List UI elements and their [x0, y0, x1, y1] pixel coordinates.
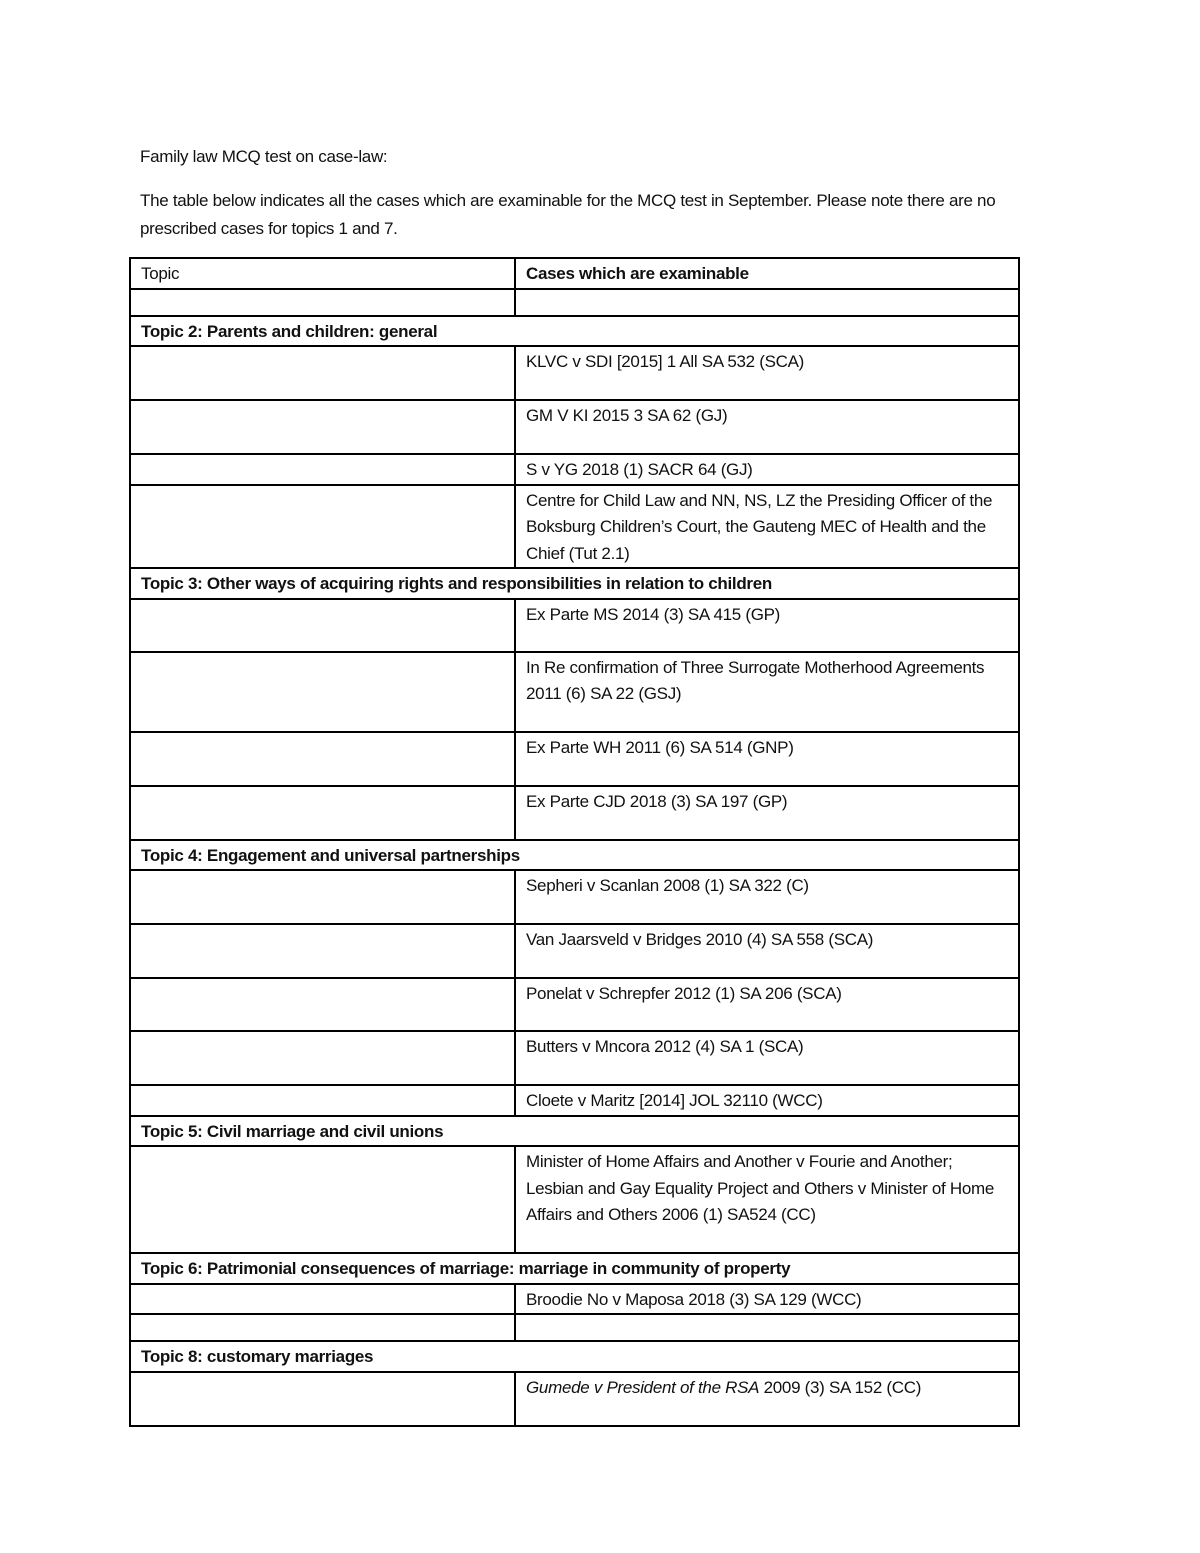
topic-cell — [130, 346, 515, 400]
empty-row — [130, 289, 1019, 316]
case-cell — [515, 1372, 1019, 1426]
case-cell: Ex Parte CJD 2018 (3) SA 197 (GP) — [515, 786, 1019, 840]
header-row — [130, 258, 1019, 289]
case-cell: Ex Parte WH 2011 (6) SA 514 (GNP) — [515, 732, 1019, 786]
topic-cell — [130, 870, 515, 924]
case-row — [130, 652, 1019, 732]
topic-cell — [130, 1146, 515, 1253]
topic-heading-row — [130, 568, 1019, 599]
case-cell: In Re confirmation of Three Surrogate Motherhood Agreements 2011 (6) SA 22 (GSJ) — [515, 652, 1019, 732]
topic-cell — [130, 652, 515, 732]
topic-cell — [130, 454, 515, 485]
header-topic: Topic — [130, 258, 515, 289]
case-row — [130, 1031, 1019, 1085]
topic-cell — [130, 786, 515, 840]
case-cell: Ex Parte MS 2014 (3) SA 415 (GP) — [515, 599, 1019, 652]
case-cell: Ponelat v Schrepfer 2012 (1) SA 206 (SCA) — [515, 978, 1019, 1031]
topic-cell — [130, 924, 515, 978]
case-row — [130, 454, 1019, 485]
topic-heading-row — [130, 1341, 1019, 1372]
topic-cell — [130, 978, 515, 1031]
case-row — [130, 1372, 1019, 1426]
topic-heading: Topic 6: Patrimonial consequences of marriage: marriage in community of property — [130, 1253, 1019, 1284]
case-row — [130, 924, 1019, 978]
case-row — [130, 870, 1019, 924]
topic-cell — [130, 599, 515, 652]
topic-cell — [130, 732, 515, 786]
topic-cell — [130, 1314, 515, 1341]
header-cases: Cases which are examinable — [515, 258, 1019, 289]
topic-heading: Topic 8: customary marriages — [130, 1341, 1019, 1372]
intro-paragraph: The table below indicates all the cases which are examinable for the MCQ test in September. Please note there are no prescribed cases for topics 1 and 7. — [140, 191, 996, 238]
topic-cell — [130, 400, 515, 454]
case-cell: Van Jaarsveld v Bridges 2010 (4) SA 558 (SCA) — [515, 924, 1019, 978]
case-row — [130, 346, 1019, 400]
case-cell: Broodie No v Maposa 2018 (3) SA 129 (WCC) — [515, 1284, 1019, 1315]
case-row — [130, 1146, 1019, 1253]
case-cell: Butters v Mncora 2012 (4) SA 1 (SCA) — [515, 1031, 1019, 1085]
case-row — [130, 732, 1019, 786]
case-cell — [515, 1314, 1019, 1341]
case-cell: GM V KI 2015 3 SA 62 (GJ) — [515, 400, 1019, 454]
topic-heading-row — [130, 316, 1019, 347]
case-row — [130, 1284, 1019, 1315]
topic-cell — [130, 1372, 515, 1426]
topic-cell — [130, 1085, 515, 1116]
case-row — [130, 786, 1019, 840]
case-cell: Minister of Home Affairs and Another v Fourie and Another; Lesbian and Gay Equality Project and Others v Minister of Home Affairs and Others 2006 (1) SA524 (CC) — [515, 1146, 1019, 1253]
case-row — [130, 1314, 1019, 1341]
topic-cell — [130, 485, 515, 569]
topic-heading: Topic 4: Engagement and universal partnerships — [130, 840, 1019, 871]
case-cell: Centre for Child Law and NN, NS, LZ the Presiding Officer of the Boksburg Children’s Court, the Gauteng MEC of Health and the Chief (Tut 2.1) — [515, 485, 1019, 569]
case-row — [130, 400, 1019, 454]
case-cell: Cloete v Maritz [2014] JOL 32110 (WCC) — [515, 1085, 1019, 1116]
case-citation: 2009 (3) SA 152 (CC) — [759, 1377, 922, 1397]
topic-heading: Topic 2: Parents and children: general — [130, 316, 1019, 347]
empty-cell — [515, 289, 1019, 316]
case-name: Gumede v President of the RSA — [526, 1377, 760, 1397]
case-cell: Sepheri v Scanlan 2008 (1) SA 322 (C) — [515, 870, 1019, 924]
document-title: Family law MCQ test on case-law: — [140, 147, 388, 166]
empty-cell — [130, 289, 515, 316]
topic-heading: Topic 3: Other ways of acquiring rights and responsibilities in relation to children — [130, 568, 1019, 599]
topic-heading-row — [130, 1253, 1019, 1284]
topic-cell — [130, 1031, 515, 1085]
topic-heading-row — [130, 840, 1019, 871]
topic-heading: Topic 5: Civil marriage and civil unions — [130, 1116, 1019, 1147]
case-row — [130, 1085, 1019, 1116]
topic-heading-row — [130, 1116, 1019, 1147]
case-row — [130, 485, 1019, 569]
topic-cell — [130, 1284, 515, 1315]
case-cell: KLVC v SDI [2015] 1 All SA 532 (SCA) — [515, 346, 1019, 400]
case-cell: S v YG 2018 (1) SACR 64 (GJ) — [515, 454, 1019, 485]
case-row — [130, 978, 1019, 1031]
case-row — [130, 599, 1019, 652]
cases-table — [129, 257, 1020, 1427]
